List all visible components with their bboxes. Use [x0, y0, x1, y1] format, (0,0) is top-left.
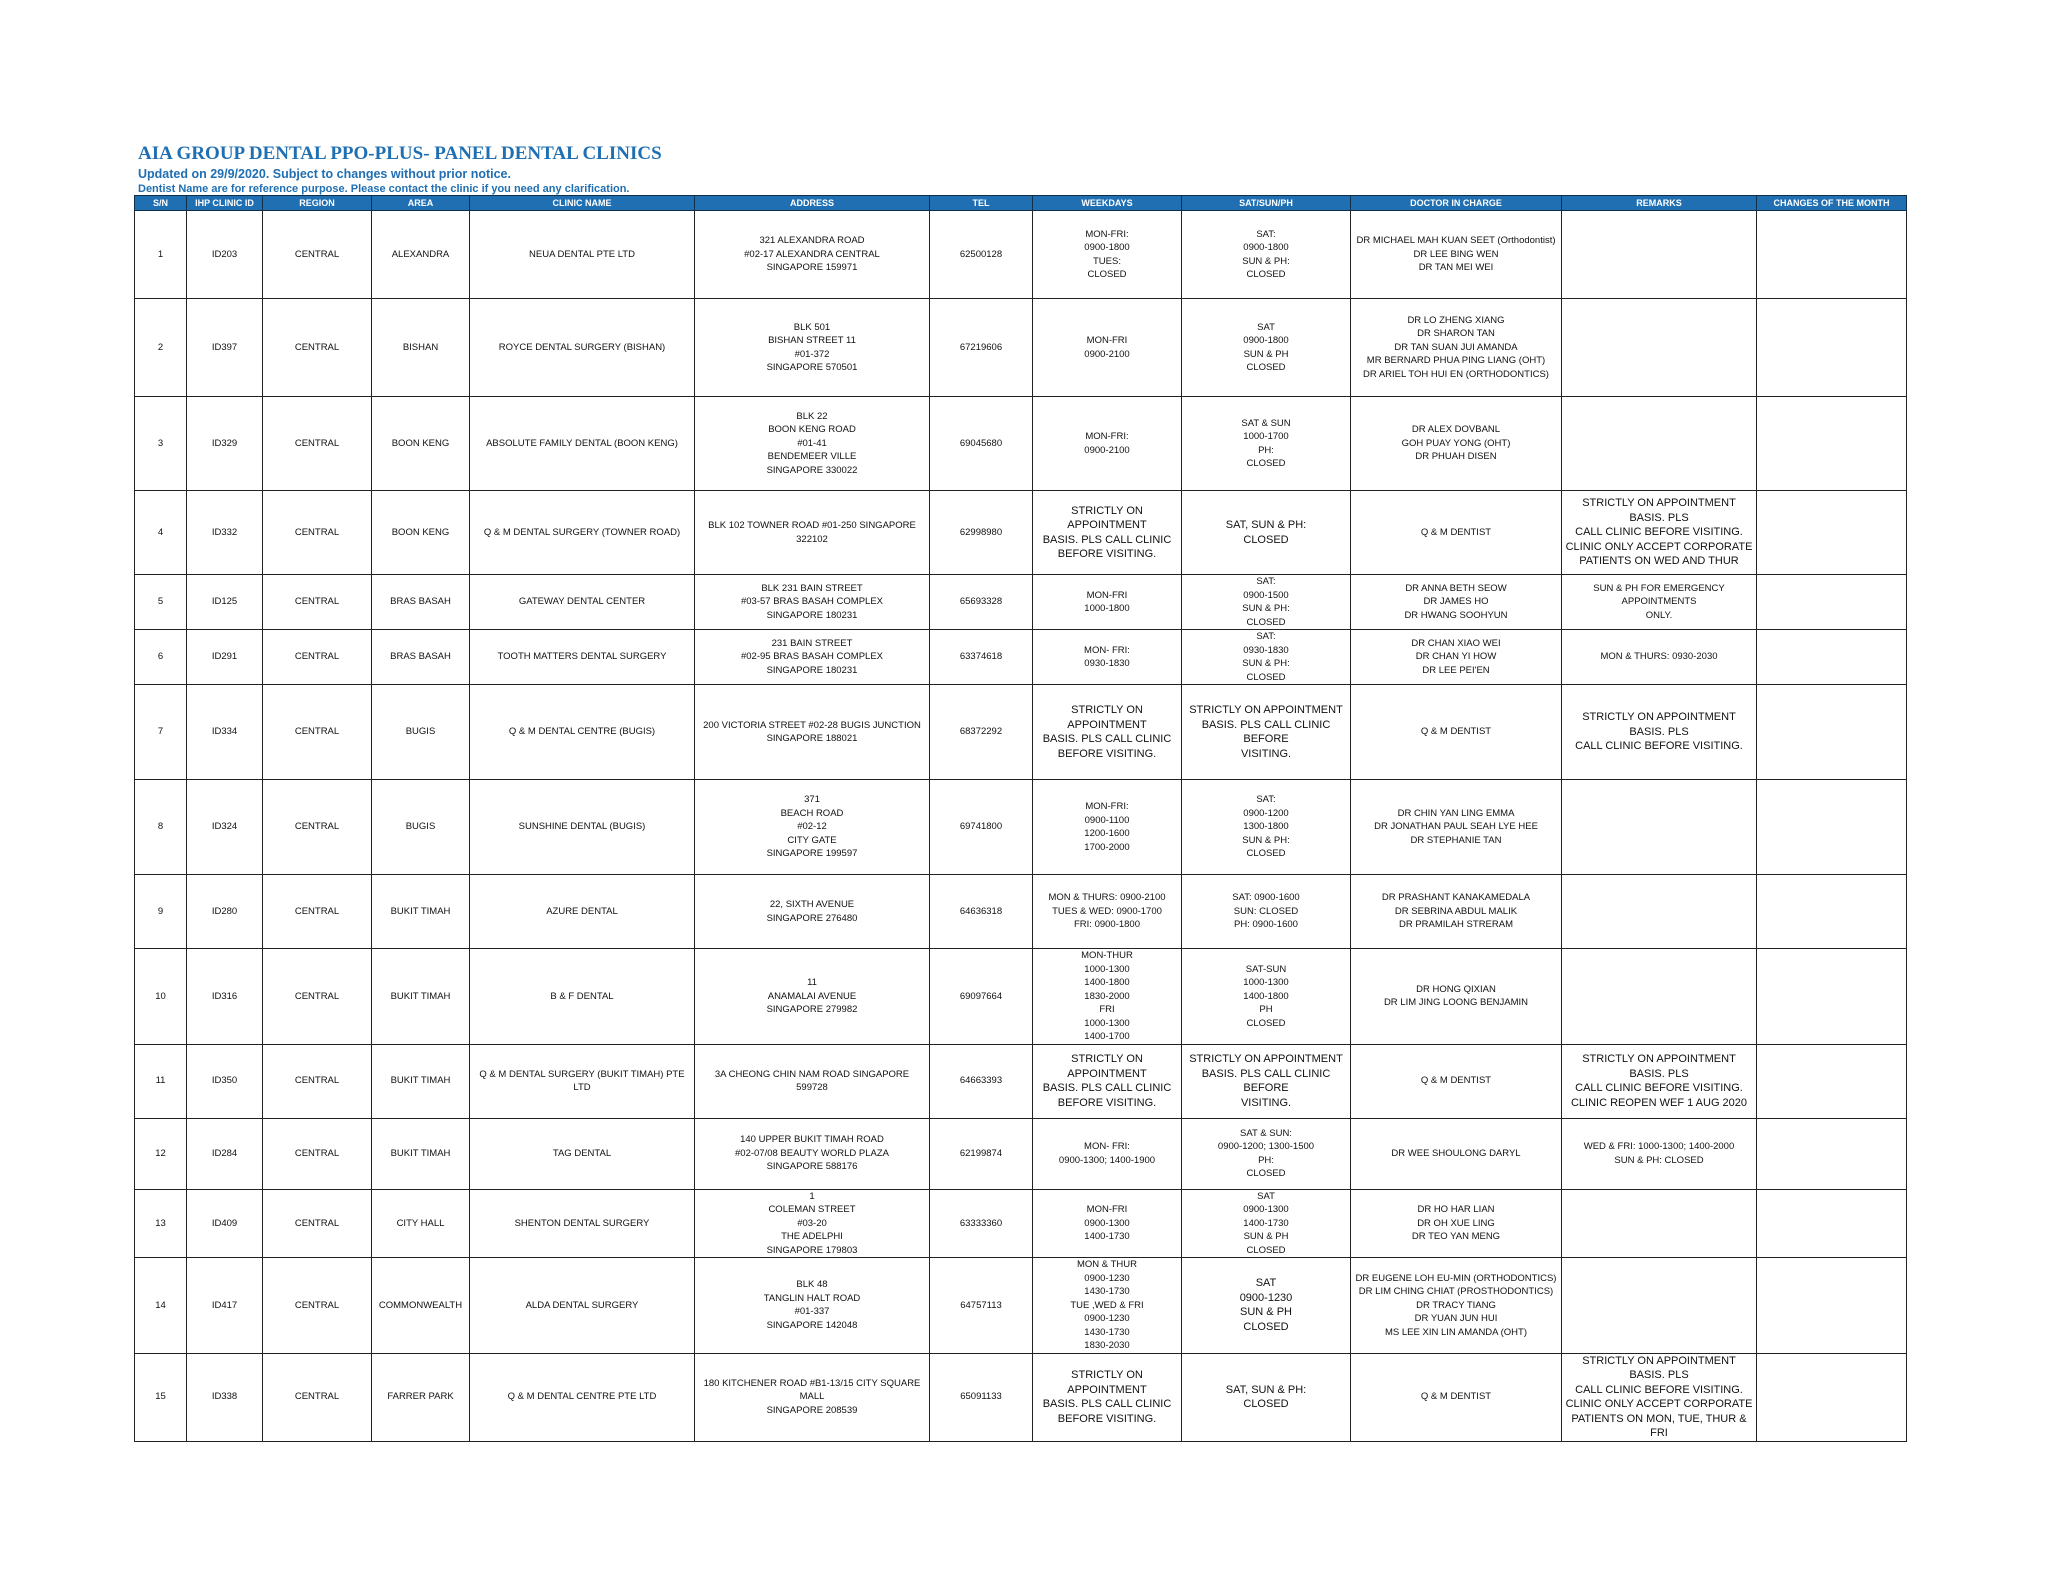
cell-remarks	[1562, 211, 1757, 299]
cell-region: CENTRAL	[263, 780, 372, 875]
cell-changes	[1757, 1044, 1907, 1118]
cell-region: CENTRAL	[263, 299, 372, 397]
cell-sn: 15	[135, 1353, 187, 1441]
cell-address: BLK 231 BAIN STREET #03-57 BRAS BASAH COMPLEX SINGAPORE 180231	[695, 575, 930, 630]
cell-address: 140 UPPER BUKIT TIMAH ROAD #02-07/08 BEAUTY WORLD PLAZA SINGAPORE 588176	[695, 1118, 930, 1189]
cell-tel: 63374618	[930, 630, 1033, 685]
cell-weekend: SAT 0900-1230 SUN & PH CLOSED	[1182, 1258, 1351, 1354]
cell-weekdays: MON & THUR 0900-1230 1430-1730 TUE ,WED & FRI 0900-1230 1430-1730 1830-2030	[1033, 1258, 1182, 1354]
cell-clinic-name: AZURE DENTAL	[470, 875, 695, 949]
cell-sn: 6	[135, 630, 187, 685]
table-row	[135, 875, 1907, 949]
cell-area: BUKIT TIMAH	[372, 1044, 470, 1118]
cell-changes	[1757, 1118, 1907, 1189]
col-header-doctor: DOCTOR IN CHARGE	[1351, 196, 1562, 211]
cell-weekend: SAT: 0900-1200 1300-1800 SUN & PH: CLOSED	[1182, 780, 1351, 875]
cell-weekdays: MON-FRI 1000-1800	[1033, 575, 1182, 630]
cell-address: 180 KITCHENER ROAD #B1-13/15 CITY SQUARE MALL SINGAPORE 208539	[695, 1353, 930, 1441]
cell-doctor: DR HO HAR LIAN DR OH XUE LING DR TEO YAN MENG	[1351, 1189, 1562, 1258]
cell-address: 3A CHEONG CHIN NAM ROAD SINGAPORE 599728	[695, 1044, 930, 1118]
cell-tel: 65693328	[930, 575, 1033, 630]
cell-tel: 69097664	[930, 949, 1033, 1045]
cell-remarks	[1562, 1258, 1757, 1354]
cell-address: 200 VICTORIA STREET #02-28 BUGIS JUNCTION SINGAPORE 188021	[695, 685, 930, 780]
cell-address: 231 BAIN STREET #02-95 BRAS BASAH COMPLEX SINGAPORE 180231	[695, 630, 930, 685]
cell-remarks	[1562, 397, 1757, 491]
cell-changes	[1757, 491, 1907, 575]
cell-changes	[1757, 575, 1907, 630]
cell-address: 11 ANAMALAI AVENUE SINGAPORE 279982	[695, 949, 930, 1045]
cell-tel: 67219606	[930, 299, 1033, 397]
document-header	[138, 142, 662, 196]
cell-area: BUKIT TIMAH	[372, 875, 470, 949]
cell-doctor: DR ALEX DOVBANL GOH PUAY YONG (OHT) DR PHUAH DISEN	[1351, 397, 1562, 491]
cell-region: CENTRAL	[263, 1044, 372, 1118]
cell-sn: 5	[135, 575, 187, 630]
updated-note: Updated on 29/9/2020. Subject to changes without prior notice.	[138, 167, 511, 181]
cell-sn: 10	[135, 949, 187, 1045]
cell-doctor: Q & M DENTIST	[1351, 685, 1562, 780]
cell-address: 1 COLEMAN STREET #03-20 THE ADELPHI SINGAPORE 179803	[695, 1189, 930, 1258]
cell-tel: 64636318	[930, 875, 1033, 949]
cell-remarks	[1562, 299, 1757, 397]
cell-weekdays: MON- FRI: 0900-1300; 1400-1900	[1033, 1118, 1182, 1189]
cell-clinic-name: TOOTH MATTERS DENTAL SURGERY	[470, 630, 695, 685]
cell-area: BRAS BASAH	[372, 630, 470, 685]
dentist-note: Dentist Name are for reference purpose. Please contact the clinic if you need any clarification.	[138, 183, 630, 195]
cell-weekdays: STRICTLY ON APPOINTMENT BASIS. PLS CALL CLINIC BEFORE VISITING.	[1033, 1353, 1182, 1441]
cell-sn: 13	[135, 1189, 187, 1258]
cell-area: BUGIS	[372, 685, 470, 780]
cell-clinic-id: ID338	[187, 1353, 263, 1441]
cell-tel: 65091133	[930, 1353, 1033, 1441]
cell-region: CENTRAL	[263, 397, 372, 491]
cell-clinic-name: GATEWAY DENTAL CENTER	[470, 575, 695, 630]
cell-sn: 8	[135, 780, 187, 875]
table-row	[135, 491, 1907, 575]
table-row	[135, 780, 1907, 875]
header-row	[135, 196, 1907, 211]
cell-region: CENTRAL	[263, 1353, 372, 1441]
cell-tel: 69741800	[930, 780, 1033, 875]
cell-changes	[1757, 875, 1907, 949]
cell-area: ALEXANDRA	[372, 211, 470, 299]
cell-weekend: STRICTLY ON APPOINTMENT BASIS. PLS CALL CLINIC BEFORE VISITING.	[1182, 1044, 1351, 1118]
cell-clinic-name: ALDA DENTAL SURGERY	[470, 1258, 695, 1354]
cell-area: FARRER PARK	[372, 1353, 470, 1441]
cell-region: CENTRAL	[263, 1189, 372, 1258]
cell-clinic-id: ID291	[187, 630, 263, 685]
cell-weekdays: STRICTLY ON APPOINTMENT BASIS. PLS CALL CLINIC BEFORE VISITING.	[1033, 685, 1182, 780]
table-row	[135, 1353, 1907, 1441]
cell-region: CENTRAL	[263, 1258, 372, 1354]
cell-tel: 63333360	[930, 1189, 1033, 1258]
cell-region: CENTRAL	[263, 211, 372, 299]
cell-tel: 68372292	[930, 685, 1033, 780]
cell-weekdays: MON-THUR 1000-1300 1400-1800 1830-2000 FRI 1000-1300 1400-1700	[1033, 949, 1182, 1045]
cell-doctor: DR CHAN XIAO WEI DR CHAN YI HOW DR LEE PEI'EN	[1351, 630, 1562, 685]
cell-weekend: SAT, SUN & PH: CLOSED	[1182, 491, 1351, 575]
cell-sn: 11	[135, 1044, 187, 1118]
cell-remarks: STRICTLY ON APPOINTMENT BASIS. PLS CALL CLINIC BEFORE VISITING. CLINIC ONLY ACCEPT CORPORATE PATIENTS ON WED AND THUR	[1562, 491, 1757, 575]
cell-clinic-name: Q & M DENTAL SURGERY (BUKIT TIMAH) PTE LTD	[470, 1044, 695, 1118]
cell-remarks	[1562, 1189, 1757, 1258]
cell-doctor: DR LO ZHENG XIANG DR SHARON TAN DR TAN SUAN JUI AMANDA MR BERNARD PHUA PING LIANG (OHT) DR ARIEL TOH HUI EN (ORTHODONTICS)	[1351, 299, 1562, 397]
cell-weekdays: MON-FRI: 0900-1800 TUES: CLOSED	[1033, 211, 1182, 299]
cell-area: BUGIS	[372, 780, 470, 875]
cell-remarks	[1562, 780, 1757, 875]
cell-clinic-name: TAG DENTAL	[470, 1118, 695, 1189]
cell-clinic-id: ID316	[187, 949, 263, 1045]
cell-tel: 64663393	[930, 1044, 1033, 1118]
cell-address: BLK 501 BISHAN STREET 11 #01-372 SINGAPORE 570501	[695, 299, 930, 397]
cell-remarks: WED & FRI: 1000-1300; 1400-2000 SUN & PH: CLOSED	[1562, 1118, 1757, 1189]
cell-clinic-id: ID332	[187, 491, 263, 575]
cell-changes	[1757, 630, 1907, 685]
table-row	[135, 685, 1907, 780]
cell-doctor: DR HONG QIXIAN DR LIM JING LOONG BENJAMIN	[1351, 949, 1562, 1045]
table-row	[135, 211, 1907, 299]
cell-weekend: SAT & SUN 1000-1700 PH: CLOSED	[1182, 397, 1351, 491]
cell-clinic-name: Q & M DENTAL CENTRE (BUGIS)	[470, 685, 695, 780]
cell-area: BOON KENG	[372, 397, 470, 491]
cell-weekend: SAT, SUN & PH: CLOSED	[1182, 1353, 1351, 1441]
cell-sn: 1	[135, 211, 187, 299]
col-header-weekdays: WEEKDAYS	[1033, 196, 1182, 211]
cell-changes	[1757, 211, 1907, 299]
cell-clinic-name: SUNSHINE DENTAL (BUGIS)	[470, 780, 695, 875]
cell-clinic-id: ID125	[187, 575, 263, 630]
col-header-tel: TEL	[930, 196, 1033, 211]
cell-changes	[1757, 1189, 1907, 1258]
cell-weekdays: MON & THURS: 0900-2100 TUES & WED: 0900-1700 FRI: 0900-1800	[1033, 875, 1182, 949]
cell-region: CENTRAL	[263, 685, 372, 780]
table-row	[135, 1258, 1907, 1354]
cell-remarks: SUN & PH FOR EMERGENCY APPOINTMENTS ONLY.	[1562, 575, 1757, 630]
cell-weekend: SAT 0900-1300 1400-1730 SUN & PH CLOSED	[1182, 1189, 1351, 1258]
cell-weekdays: MON-FRI: 0900-1100 1200-1600 1700-2000	[1033, 780, 1182, 875]
cell-changes	[1757, 1353, 1907, 1441]
col-header-clinic-name: CLINIC NAME	[470, 196, 695, 211]
cell-address: 321 ALEXANDRA ROAD #02-17 ALEXANDRA CENTRAL SINGAPORE 159971	[695, 211, 930, 299]
cell-weekend: SAT: 0930-1830 SUN & PH: CLOSED	[1182, 630, 1351, 685]
col-header-address: ADDRESS	[695, 196, 930, 211]
cell-region: CENTRAL	[263, 1118, 372, 1189]
cell-remarks: STRICTLY ON APPOINTMENT BASIS. PLS CALL CLINIC BEFORE VISITING.	[1562, 685, 1757, 780]
cell-area: BUKIT TIMAH	[372, 949, 470, 1045]
cell-changes	[1757, 1258, 1907, 1354]
cell-weekend: SAT: 0900-1500 SUN & PH: CLOSED	[1182, 575, 1351, 630]
table-row	[135, 299, 1907, 397]
cell-clinic-id: ID203	[187, 211, 263, 299]
col-header-weekend: SAT/SUN/PH	[1182, 196, 1351, 211]
cell-clinic-id: ID329	[187, 397, 263, 491]
cell-address: 22, SIXTH AVENUE SINGAPORE 276480	[695, 875, 930, 949]
cell-tel: 62500128	[930, 211, 1033, 299]
cell-address: BLK 102 TOWNER ROAD #01-250 SINGAPORE 322102	[695, 491, 930, 575]
table-row	[135, 630, 1907, 685]
cell-doctor: Q & M DENTIST	[1351, 1353, 1562, 1441]
cell-clinic-name: Q & M DENTAL CENTRE PTE LTD	[470, 1353, 695, 1441]
table-row	[135, 1118, 1907, 1189]
table-row	[135, 575, 1907, 630]
cell-weekdays: MON-FRI: 0900-2100	[1033, 397, 1182, 491]
table-row	[135, 949, 1907, 1045]
cell-address: 371 BEACH ROAD #02-12 CITY GATE SINGAPORE 199597	[695, 780, 930, 875]
col-header-clinic-id: IHP CLINIC ID	[187, 196, 263, 211]
cell-sn: 7	[135, 685, 187, 780]
cell-weekend: SAT: 0900-1600 SUN: CLOSED PH: 0900-1600	[1182, 875, 1351, 949]
cell-doctor: DR PRASHANT KANAKAMEDALA DR SEBRINA ABDUL MALIK DR PRAMILAH STRERAM	[1351, 875, 1562, 949]
cell-remarks: STRICTLY ON APPOINTMENT BASIS. PLS CALL CLINIC BEFORE VISITING. CLINIC REOPEN WEF 1 AUG 2020	[1562, 1044, 1757, 1118]
cell-sn: 3	[135, 397, 187, 491]
cell-weekend: STRICTLY ON APPOINTMENT BASIS. PLS CALL CLINIC BEFORE VISITING.	[1182, 685, 1351, 780]
cell-doctor: DR MICHAEL MAH KUAN SEET (Orthodontist) DR LEE BING WEN DR TAN MEI WEI	[1351, 211, 1562, 299]
cell-tel: 69045680	[930, 397, 1033, 491]
cell-clinic-name: Q & M DENTAL SURGERY (TOWNER ROAD)	[470, 491, 695, 575]
cell-weekend: SAT: 0900-1800 SUN & PH: CLOSED	[1182, 211, 1351, 299]
cell-sn: 14	[135, 1258, 187, 1354]
cell-clinic-id: ID417	[187, 1258, 263, 1354]
cell-weekend: SAT & SUN: 0900-1200; 1300-1500 PH: CLOSED	[1182, 1118, 1351, 1189]
cell-area: CITY HALL	[372, 1189, 470, 1258]
cell-clinic-id: ID409	[187, 1189, 263, 1258]
cell-doctor: DR ANNA BETH SEOW DR JAMES HO DR HWANG SOOHYUN	[1351, 575, 1562, 630]
cell-clinic-id: ID350	[187, 1044, 263, 1118]
cell-doctor: Q & M DENTIST	[1351, 1044, 1562, 1118]
table-row	[135, 397, 1907, 491]
cell-weekdays: STRICTLY ON APPOINTMENT BASIS. PLS CALL CLINIC BEFORE VISITING.	[1033, 491, 1182, 575]
cell-clinic-name: ABSOLUTE FAMILY DENTAL (BOON KENG)	[470, 397, 695, 491]
cell-weekdays: MON-FRI 0900-1300 1400-1730	[1033, 1189, 1182, 1258]
cell-weekdays: MON- FRI: 0930-1830	[1033, 630, 1182, 685]
cell-remarks	[1562, 875, 1757, 949]
document-title: AIA GROUP DENTAL PPO-PLUS- PANEL DENTAL CLINICS	[138, 143, 662, 164]
cell-weekend: SAT 0900-1800 SUN & PH CLOSED	[1182, 299, 1351, 397]
cell-remarks: STRICTLY ON APPOINTMENT BASIS. PLS CALL CLINIC BEFORE VISITING. CLINIC ONLY ACCEPT CORPORATE PATIENTS ON MON, TUE, THUR & FRI	[1562, 1353, 1757, 1441]
cell-region: CENTRAL	[263, 575, 372, 630]
cell-tel: 62998980	[930, 491, 1033, 575]
cell-changes	[1757, 397, 1907, 491]
cell-sn: 12	[135, 1118, 187, 1189]
cell-doctor: DR CHIN YAN LING EMMA DR JONATHAN PAUL SEAH LYE HEE DR STEPHANIE TAN	[1351, 780, 1562, 875]
cell-clinic-name: B & F DENTAL	[470, 949, 695, 1045]
col-header-changes: CHANGES OF THE MONTH	[1757, 196, 1907, 211]
cell-clinic-id: ID324	[187, 780, 263, 875]
cell-region: CENTRAL	[263, 949, 372, 1045]
cell-changes	[1757, 685, 1907, 780]
cell-area: BISHAN	[372, 299, 470, 397]
table-row	[135, 1189, 1907, 1258]
cell-clinic-id: ID334	[187, 685, 263, 780]
cell-changes	[1757, 299, 1907, 397]
cell-address: BLK 22 BOON KENG ROAD #01-41 BENDEMEER VILLE SINGAPORE 330022	[695, 397, 930, 491]
cell-region: CENTRAL	[263, 875, 372, 949]
cell-area: BRAS BASAH	[372, 575, 470, 630]
cell-changes	[1757, 780, 1907, 875]
cell-sn: 2	[135, 299, 187, 397]
cell-doctor: DR EUGENE LOH EU-MIN (ORTHODONTICS) DR LIM CHING CHIAT (PROSTHODONTICS) DR TRACY TIANG DR YUAN JUN HUI MS LEE XIN LIN AMANDA (OHT)	[1351, 1258, 1562, 1354]
cell-doctor: Q & M DENTIST	[1351, 491, 1562, 575]
cell-doctor: DR WEE SHOULONG DARYL	[1351, 1118, 1562, 1189]
cell-clinic-id: ID280	[187, 875, 263, 949]
col-header-sn: S/N	[135, 196, 187, 211]
cell-area: COMMONWEALTH	[372, 1258, 470, 1354]
cell-clinic-id: ID284	[187, 1118, 263, 1189]
cell-sn: 9	[135, 875, 187, 949]
cell-remarks: MON & THURS: 0930-2030	[1562, 630, 1757, 685]
cell-clinic-name: NEUA DENTAL PTE LTD	[470, 211, 695, 299]
cell-sn: 4	[135, 491, 187, 575]
cell-weekdays: STRICTLY ON APPOINTMENT BASIS. PLS CALL CLINIC BEFORE VISITING.	[1033, 1044, 1182, 1118]
cell-clinic-name: SHENTON DENTAL SURGERY	[470, 1189, 695, 1258]
clinic-table	[134, 195, 1907, 1442]
cell-tel: 64757113	[930, 1258, 1033, 1354]
cell-region: CENTRAL	[263, 491, 372, 575]
cell-weekdays: MON-FRI 0900-2100	[1033, 299, 1182, 397]
table-row	[135, 1044, 1907, 1118]
col-header-area: AREA	[372, 196, 470, 211]
cell-clinic-name: ROYCE DENTAL SURGERY (BISHAN)	[470, 299, 695, 397]
cell-clinic-id: ID397	[187, 299, 263, 397]
cell-remarks	[1562, 949, 1757, 1045]
cell-address: BLK 48 TANGLIN HALT ROAD #01-337 SINGAPORE 142048	[695, 1258, 930, 1354]
cell-area: BUKIT TIMAH	[372, 1118, 470, 1189]
col-header-remarks: REMARKS	[1562, 196, 1757, 211]
cell-weekend: SAT-SUN 1000-1300 1400-1800 PH CLOSED	[1182, 949, 1351, 1045]
table-body	[135, 211, 1907, 1442]
col-header-region: REGION	[263, 196, 372, 211]
cell-changes	[1757, 949, 1907, 1045]
cell-area: BOON KENG	[372, 491, 470, 575]
cell-tel: 62199874	[930, 1118, 1033, 1189]
cell-region: CENTRAL	[263, 630, 372, 685]
